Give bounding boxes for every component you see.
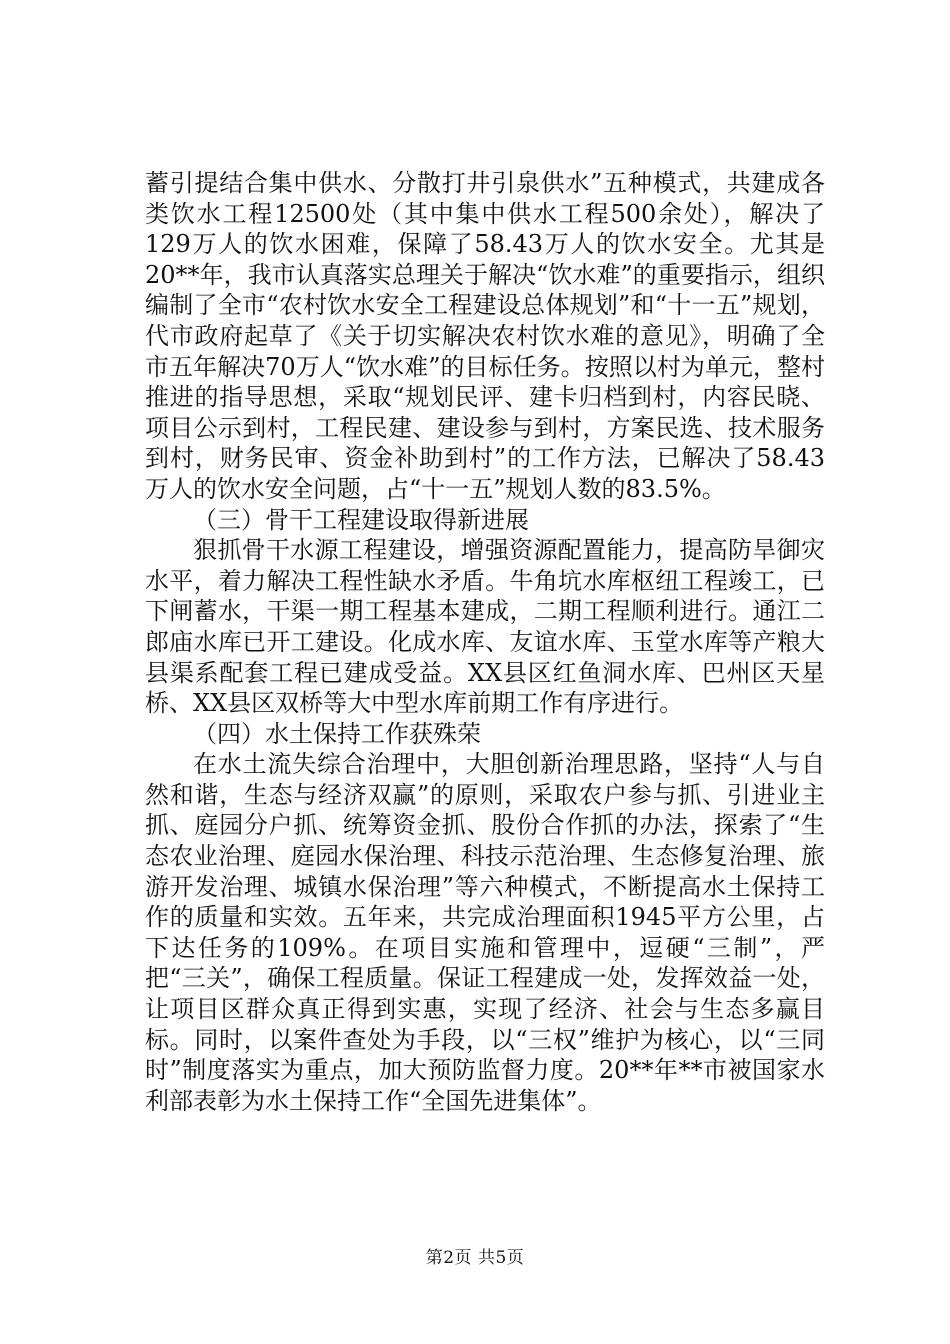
- paragraph-soil-conservation: 在水土流失综合治理中，大胆创新治理思路，坚持“人与自然和谐，生态与经济双赢”的原则，采取农户参与抓、引进业主抓、庭园分户抓、统筹资金抓、股份合作抓的办法，探索了“生态农业治理、庭园水保治理、科技示范治理、生态修复治理、旅游开发治理、城镇水保治理”等六种模式，不断提高水土保持工作的质量和实效。五年来，共完成治理面积1945平方公里，占下达任务的109%。在项目实施和管理中，逗硬“三制”，严把“三关”，确保工程质量。保证工程建成一处，发挥效益一处，让项目区群众真正得到实惠，实现了经济、社会与生态多赢目标。同时，以案件查处为手段，以“三权”维护为核心，以“三同时”制度落实为重点，加大预防监督力度。20**年**市被国家水利部表彰为水土保持工作“全国先进集体”。: [145, 750, 825, 1115]
- page-number-footer: 第2页 共5页: [425, 1248, 525, 1268]
- section-heading-backbone-projects: （三）骨干工程建设取得新进展: [193, 505, 529, 534]
- paragraph-water-supply: 蓄引提结合集中供水、分散打井引泉供水”五种模式，共建成各类饮水工程12500处（其中集中供水工程500余处），解决了129万人的饮水困难，保障了58.43万人的饮水安全。尤其是20**年，我市认真落实总理关于解决“饮水难”的重要指示，组织编制了全市“农村饮水安全工程建设总体规划”和“十一五”规划，代市政府起草了《关于切实解决农村饮水难的意见》，明确了全市五年解决70万人“饮水难”的目标任务。按照以村为单元，整村推进的指导思想，采取“规划民评、建卡归档到村，内容民晓、项目公示到村，工程民建、建设参与到村，方案民选、技术服务到村，财务民审、资金补助到村”的工作方法，已解决了58.43万人的饮水安全问题，占“十一五”规划人数的83.5%。: [145, 169, 825, 503]
- paragraph-backbone-projects: 狠抓骨干水源工程建设，增强资源配置能力，提高防旱御灾水平，着力解决工程性缺水矛盾。牛角坑水库枢纽工程竣工，已下闸蓄水，干渠一期工程基本建成，二期工程顺利进行。通江二郎庙水库已开工建设。化成水库、友谊水库、玉堂水库等产粮大县渠系配套工程已建成受益。XX县区红鱼洞水库、巴州区天星桥、XX县区双桥等大中型水库前期工作有序进行。: [145, 536, 825, 718]
- document-body: [145, 168, 825, 1116]
- section-heading-soil-conservation: （四）水土保持工作获殊荣: [193, 719, 481, 748]
